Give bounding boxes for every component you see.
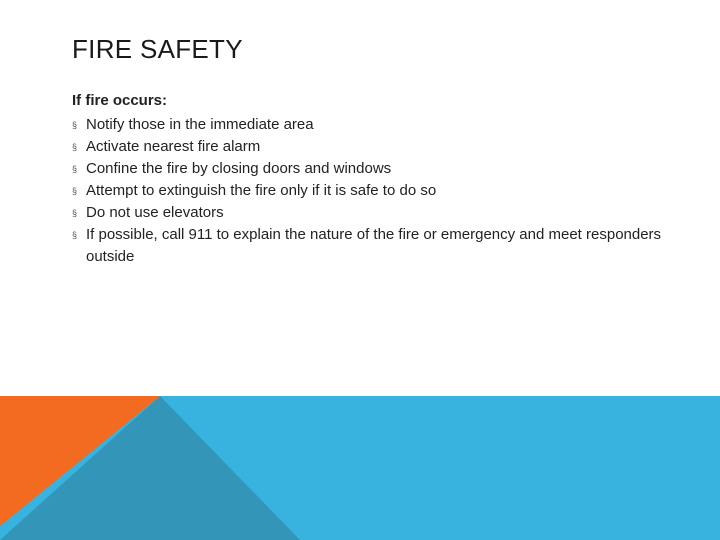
bullet-item [72, 180, 662, 202]
bullet-text: Confine the fire by closing doors and windows [86, 160, 392, 177]
bullet-item [72, 136, 662, 158]
slide-body [72, 92, 662, 268]
section-heading: If fire occurs: [72, 92, 168, 109]
bullet-text: Attempt to extinguish the fire only if it is safe to do so [86, 182, 437, 199]
bullet-item [72, 114, 662, 136]
bullet-list [72, 114, 662, 268]
bullet-text: Do not use elevators [86, 204, 224, 221]
bullet-marker-icon: § [72, 164, 78, 174]
bullet-marker-icon: § [72, 208, 78, 218]
bullet-marker-icon: § [72, 230, 78, 240]
bullet-item [72, 158, 662, 180]
bullet-marker-icon: § [72, 186, 78, 196]
bullet-item [72, 224, 662, 268]
bullet-text: Notify those in the immediate area [86, 116, 314, 133]
slide-title: FIRE SAFETY [72, 34, 243, 64]
decorative-footer-shapes [0, 396, 720, 540]
bullet-text: Activate nearest fire alarm [86, 138, 261, 155]
bullet-marker-icon: § [72, 142, 78, 152]
bullet-marker-icon: § [72, 120, 78, 130]
bullet-text: If possible, call 911 to explain the nature of the fire or emergency and meet responders outside [86, 226, 662, 265]
bullet-item [72, 202, 662, 224]
